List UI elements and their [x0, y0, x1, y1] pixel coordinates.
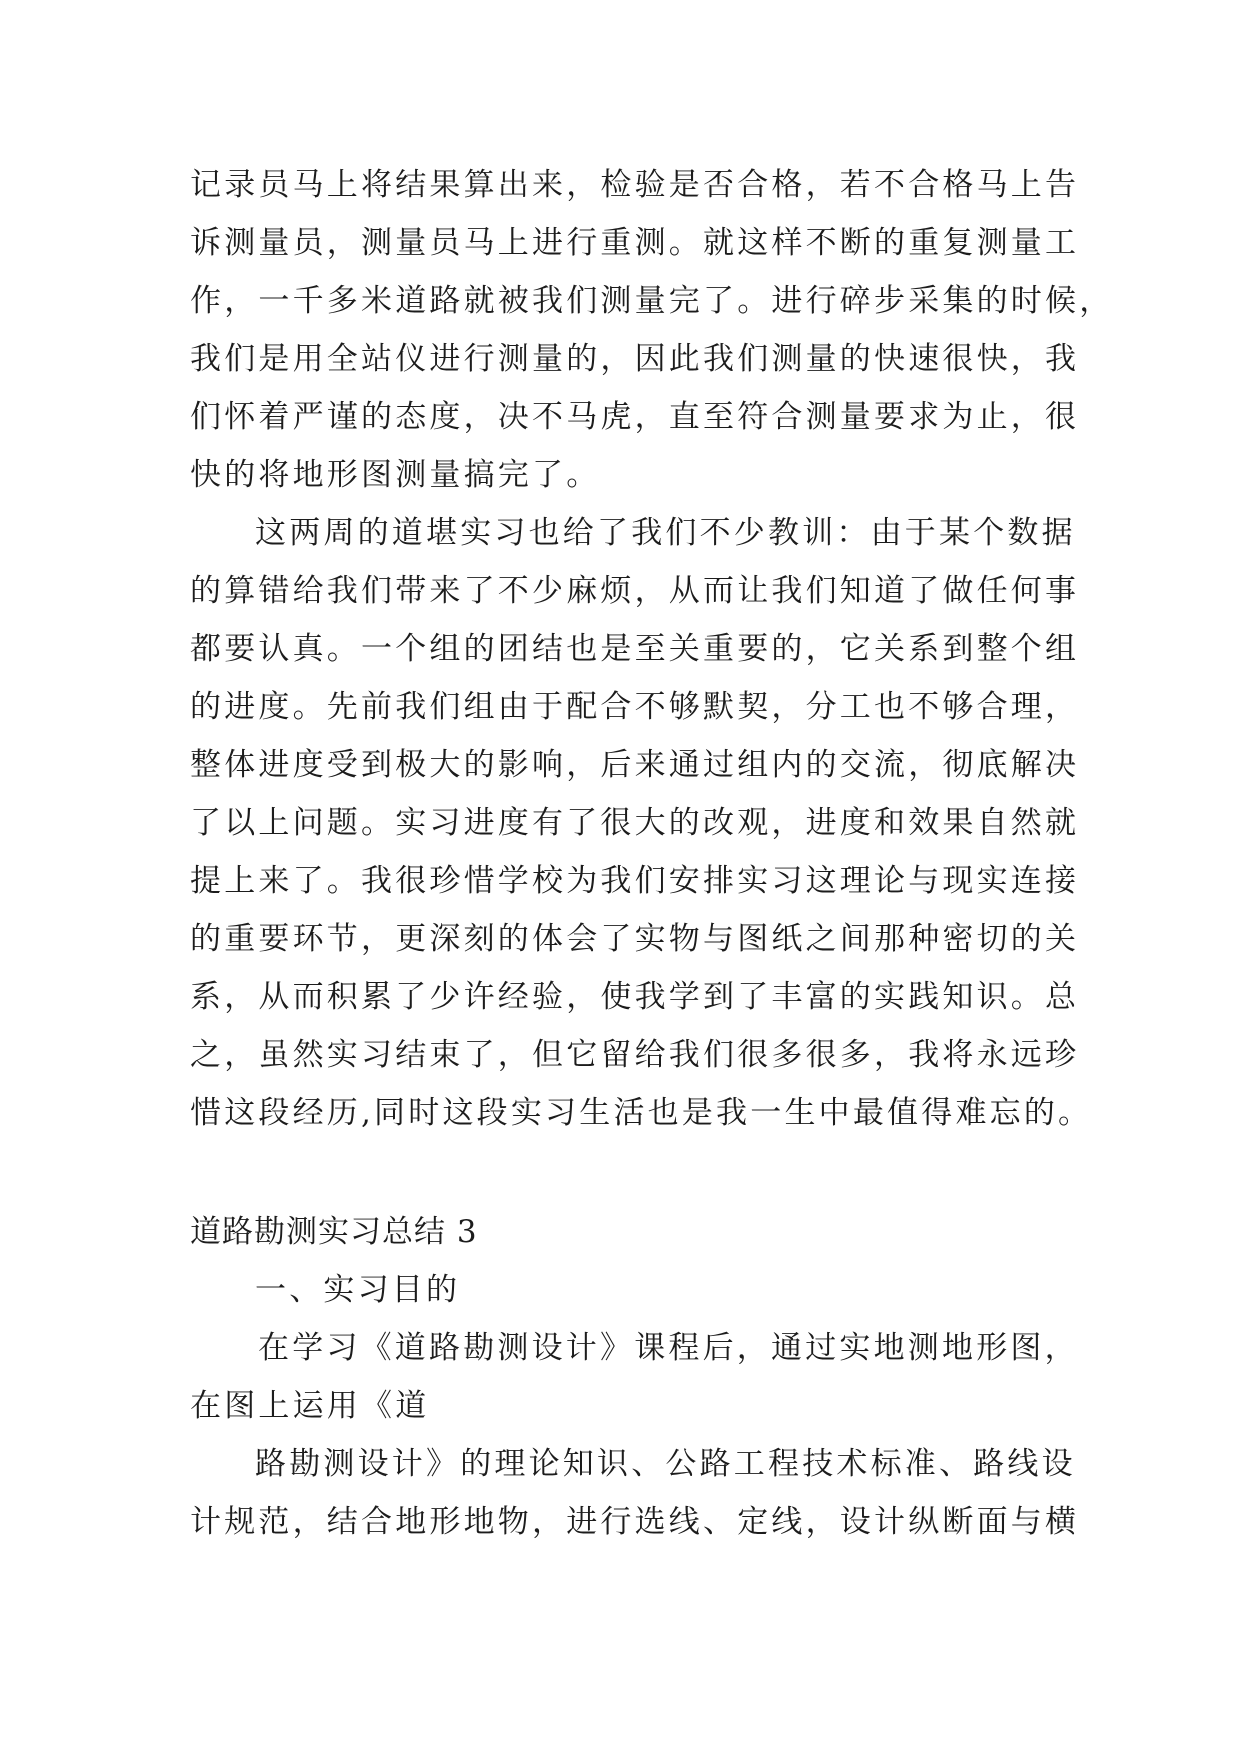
text-line: 记录员马上将结果算出来，检验是否合格，若不合格马上告 — [190, 167, 1080, 203]
text-line: 路勘测设计》的理论知识、公路工程技术标准、路线设 — [255, 1446, 1076, 1482]
text-line: 了以上问题。实习进度有了很大的改观，进度和效果自然就 — [190, 805, 1080, 841]
text-line: 这两周的道堪实习也给了我们不少教训：由于某个数据 — [255, 515, 1076, 551]
text-line: 的进度。先前我们组由于配合不够默契，分工也不够合理， — [190, 689, 1080, 725]
text-line: 在图上运用《道 — [190, 1388, 430, 1424]
text-line: 们怀着严谨的态度，决不马虎，直至符合测量要求为止，很 — [190, 399, 1080, 435]
text-line: 的算错给我们带来了不少麻烦，从而让我们知道了做任何事 — [190, 573, 1080, 609]
text-line: 在学习《道路勘测设计》课程后，通过实地测地形图， — [258, 1330, 1079, 1366]
text-line: 整体进度受到极大的影响，后来通过组内的交流，彻底解决 — [190, 747, 1080, 783]
text-line: 快的将地形图测量搞完了。 — [190, 457, 601, 493]
subheading: 一、实习目的 — [255, 1272, 461, 1308]
text-line: 惜这段经历,同时这段实习生活也是我一生中最值得难忘的。 — [190, 1095, 1093, 1131]
text-line: 提上来了。我很珍惜学校为我们安排实习这理论与现实连接 — [190, 863, 1080, 899]
section-title: 道路勘测实习总结 3 — [190, 1214, 478, 1250]
text-line: 系，从而积累了少许经验，使我学到了丰富的实践知识。总 — [190, 979, 1080, 1015]
text-line: 都要认真。一个组的团结也是至关重要的，它关系到整个组 — [190, 631, 1080, 667]
text-line: 计规范，结合地形地物，进行选线、定线，设计纵断面与横 — [190, 1504, 1080, 1540]
text-line: 之，虽然实习结束了，但它留给我们很多很多，我将永远珍 — [190, 1037, 1080, 1073]
text-line: 的重要环节，更深刻的体会了实物与图纸之间那种密切的关 — [190, 921, 1080, 957]
text-line: 诉测量员，测量员马上进行重测。就这样不断的重复测量工 — [190, 225, 1080, 261]
text-line: 作，一千多米道路就被我们测量完了。进行碎步采集的时候， — [190, 283, 1114, 319]
text-line: 我们是用全站仪进行测量的，因此我们测量的快速很快，我 — [190, 341, 1080, 377]
